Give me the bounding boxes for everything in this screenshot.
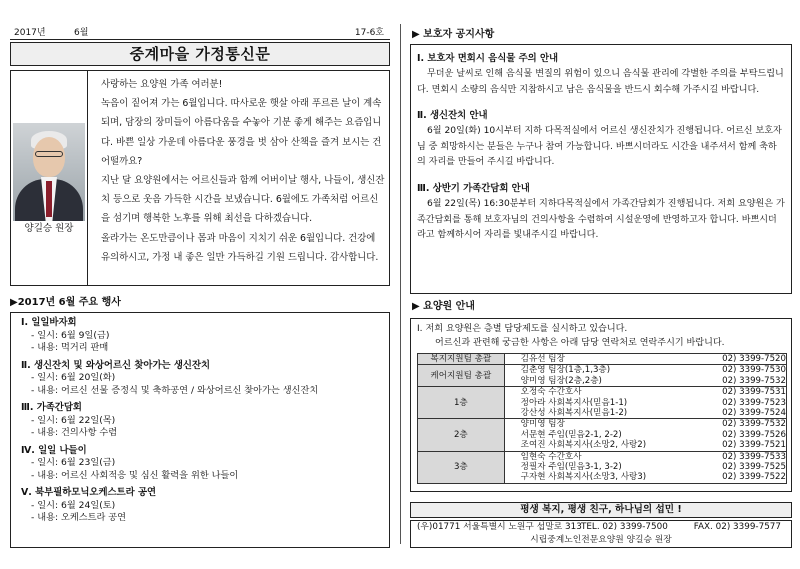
event-date: - 일시: 6월 9일(금) xyxy=(31,329,110,341)
notice-title: Ⅰ. 보호자 면회시 음식물 주의 안내 xyxy=(417,53,559,64)
notice-body: 6월 22일(목) 16:30분부터 지하다목적실에서 가족간담회가 진행됩니다. 저희 요양원은 가족간담회를 통해 보호자님의 건의사항을 수렴하여 시설운영에 반영하고자 합니다. 바쁘시더라고 함께하시어 자리를 빛내주시길 바랍니다. xyxy=(417,198,785,241)
table-row xyxy=(418,419,787,451)
staff-category: 2층 xyxy=(418,419,505,451)
letter-paragraph: 녹음이 짙어져 가는 6월입니다. 따사로운 햇살 아래 푸르른 날이 계속 되며, 담장의 장미들이 아름다움을 수놓아 기분 좋게 해주는 요즘입니다. 바쁜 일상 가운데 아름다운 풍경을 벗 삼아 산책을 즐겨 보시는 건 어떨까요? xyxy=(101,98,382,167)
events-list xyxy=(10,312,390,548)
table-row xyxy=(418,365,787,387)
event-detail: - 내용: 어르신 선물 증정식 및 축하공연 / 와상어르신 찾아가는 생신잔치 xyxy=(31,384,319,396)
staff-member: 양미영 팀장 xyxy=(520,419,565,430)
event-detail: - 내용: 어르신 사회적응 및 심신 활력을 위한 나들이 xyxy=(31,469,239,481)
letter-paragraph: 올라가는 온도만큼이나 몸과 마음이 지치기 쉬운 6월입니다. 건강에 유의하시고, 가정 내 좋은 일만 가득하길 기원 드립니다. 감사합니다. xyxy=(101,232,379,263)
guide-box xyxy=(410,318,792,492)
event-date: - 일시: 6월 23일(금) xyxy=(31,457,116,468)
event-title: Ⅳ. 일일 나들이 xyxy=(21,444,87,456)
staff-phone: 02) 3399-7532 xyxy=(722,375,786,386)
staff-phone: 02) 3399-7524 xyxy=(722,407,786,418)
notice-body: 6월 20일(화) 10시부터 지하 다목적실에서 어르신 생신잔치가 진행됩니다. 어르신 보호자님 중 희망하시는 분들은 누구나 참여 가능합니다. 바쁘시더라도 시간을 내주셔서 함께 축하의 자리를 만들어 주시길 바랍니다. xyxy=(417,126,782,168)
motto-banner: 평생 복지, 평생 친구, 하나님의 섭민 ! xyxy=(410,502,792,518)
event-item xyxy=(21,402,381,440)
fax-number: FAX. 02) 3399-7577 xyxy=(693,522,781,532)
events-heading: ▶2017년 6월 주요 행사 xyxy=(10,297,121,308)
notice-title: Ⅱ. 생신잔치 안내 xyxy=(417,110,488,122)
notice-body: 무더운 날씨로 인해 음식물 변질의 위험이 있으니 음식물 관리에 각별한 주의를 부탁드립니다. 면회시 소량의 음식만 지참하시고 남은 음식물을 반드시 회수해 가주시길 바랍니다. xyxy=(417,69,784,95)
notice-title: Ⅲ. 상반기 가족간담회 안내 xyxy=(417,182,530,194)
notices-heading: ▶ 보호자 공지사항 xyxy=(412,29,495,40)
table-row xyxy=(418,354,787,365)
event-title: Ⅲ. 가족간담회 xyxy=(21,402,82,413)
guide-intro: Ⅰ. 저희 요양원은 층별 담당제도를 실시하고 있습니다. xyxy=(417,324,628,334)
table-row xyxy=(418,387,787,419)
issue-number: 17-6호 xyxy=(354,28,384,38)
staff-member: 임현숙 수간호사 xyxy=(520,451,582,462)
staff-phone: 02) 3399-7520 xyxy=(722,354,786,364)
event-date: - 일시: 6월 22일(목) xyxy=(31,414,116,426)
staff-member: 김유선 팀장 xyxy=(520,354,565,364)
event-date: - 일시: 6월 24일(토) xyxy=(31,499,116,511)
column-divider xyxy=(400,24,401,544)
event-title: Ⅰ. 일일바자회 xyxy=(21,317,77,328)
staff-phone: 02) 3399-7530 xyxy=(722,365,786,376)
staff-category: 1층 xyxy=(418,387,505,419)
event-item xyxy=(21,360,381,398)
staff-member: 정아라 사회복지사(믿음1-1) xyxy=(520,397,628,408)
staff-phone: 02) 3399-7523 xyxy=(722,397,786,408)
staff-phone: 02) 3399-7521 xyxy=(722,440,786,451)
address-footer xyxy=(410,520,792,548)
photo-divider xyxy=(87,71,88,285)
staff-member: 양미영 팀장(2층,2층) xyxy=(520,375,602,386)
staff-phone: 02) 3399-7526 xyxy=(722,429,786,440)
staff-category: 3층 xyxy=(418,451,505,483)
staff-category: 케어지원팀 총괄 xyxy=(418,365,505,387)
letter-paragraph: 지난 달 요양원에서는 어르신들과 함께 어버이날 행사, 나들이, 생신잔치 등으로 웃음 가득한 시간을 보냈습니다. 6월에도 가족처럼 어르신을 섬기며 행복한 노후를 위해 최선을 다하겠습니다. xyxy=(101,175,385,225)
event-item xyxy=(21,487,381,525)
guide-heading: ▶ 요양원 안내 xyxy=(412,301,475,312)
event-title: Ⅴ. 북부필하모닉오케스트라 공연 xyxy=(21,487,157,498)
staff-phone: 02) 3399-7525 xyxy=(722,461,786,472)
staff-phone: 02) 3399-7532 xyxy=(722,419,786,430)
staff-member: 조여진 사회복지사(소망2, 사랑2) xyxy=(520,440,647,451)
staff-member: 구자현 사회복지사(소망3, 사랑3) xyxy=(520,472,647,483)
event-detail: - 내용: 먹거리 판매 xyxy=(31,342,109,353)
staff-contact-table xyxy=(417,353,787,484)
staff-member: 김춘영 팀장(1층,1,3층) xyxy=(520,365,611,376)
event-detail: - 내용: 건의사항 수렴 xyxy=(31,427,118,438)
event-title: Ⅱ. 생신잔치 및 와상어르신 찾아가는 생신잔치 xyxy=(21,359,211,371)
staff-member: 오정숙 수간호사 xyxy=(520,387,582,398)
staff-member: 정필자 주임(믿음3-1, 3-2) xyxy=(520,461,622,472)
issue-year: 2017년 xyxy=(14,28,46,38)
staff-member: 서문현 주임(믿음2-1, 2-2) xyxy=(520,429,622,440)
staff-phone: 02) 3399-7531 xyxy=(722,387,786,398)
director-name: 양길승 원장 xyxy=(24,223,74,234)
postal-address: (우)01771 서울특별시 노원구 섭말로 313 xyxy=(417,522,582,532)
event-item xyxy=(21,317,381,355)
letter-text xyxy=(93,75,385,267)
issue-bar xyxy=(10,26,390,40)
staff-category: 복지지원팀 총괄 xyxy=(418,354,505,365)
organization-name: 시립중계노인전문요양원 양길승 원장 xyxy=(530,535,672,545)
issue-month: 6월 xyxy=(74,28,89,38)
staff-phone: 02) 3399-7522 xyxy=(722,472,786,483)
event-date: - 일시: 6월 20일(화) xyxy=(31,372,116,383)
newsletter-title: 중계마을 가정통신문 xyxy=(10,42,390,66)
guide-intro-detail: 어르신과 관련해 궁금한 사항은 아래 담당 연락처로 연락주시기 바랍니다. xyxy=(435,338,725,348)
table-row xyxy=(418,451,787,483)
director-photo xyxy=(13,123,85,221)
event-detail: - 내용: 오케스트라 공연 xyxy=(31,512,127,523)
letter-greeting: 사랑하는 요양원 가족 여러분! xyxy=(101,79,223,90)
staff-member: 강산성 사회복지사(믿음1-2) xyxy=(520,407,628,418)
notices-list xyxy=(410,44,792,294)
staff-phone: 02) 3399-7533 xyxy=(722,451,786,462)
phone-number: TEL. 02) 3399-7500 xyxy=(581,522,668,532)
event-item xyxy=(21,445,381,483)
director-letter xyxy=(10,70,390,286)
